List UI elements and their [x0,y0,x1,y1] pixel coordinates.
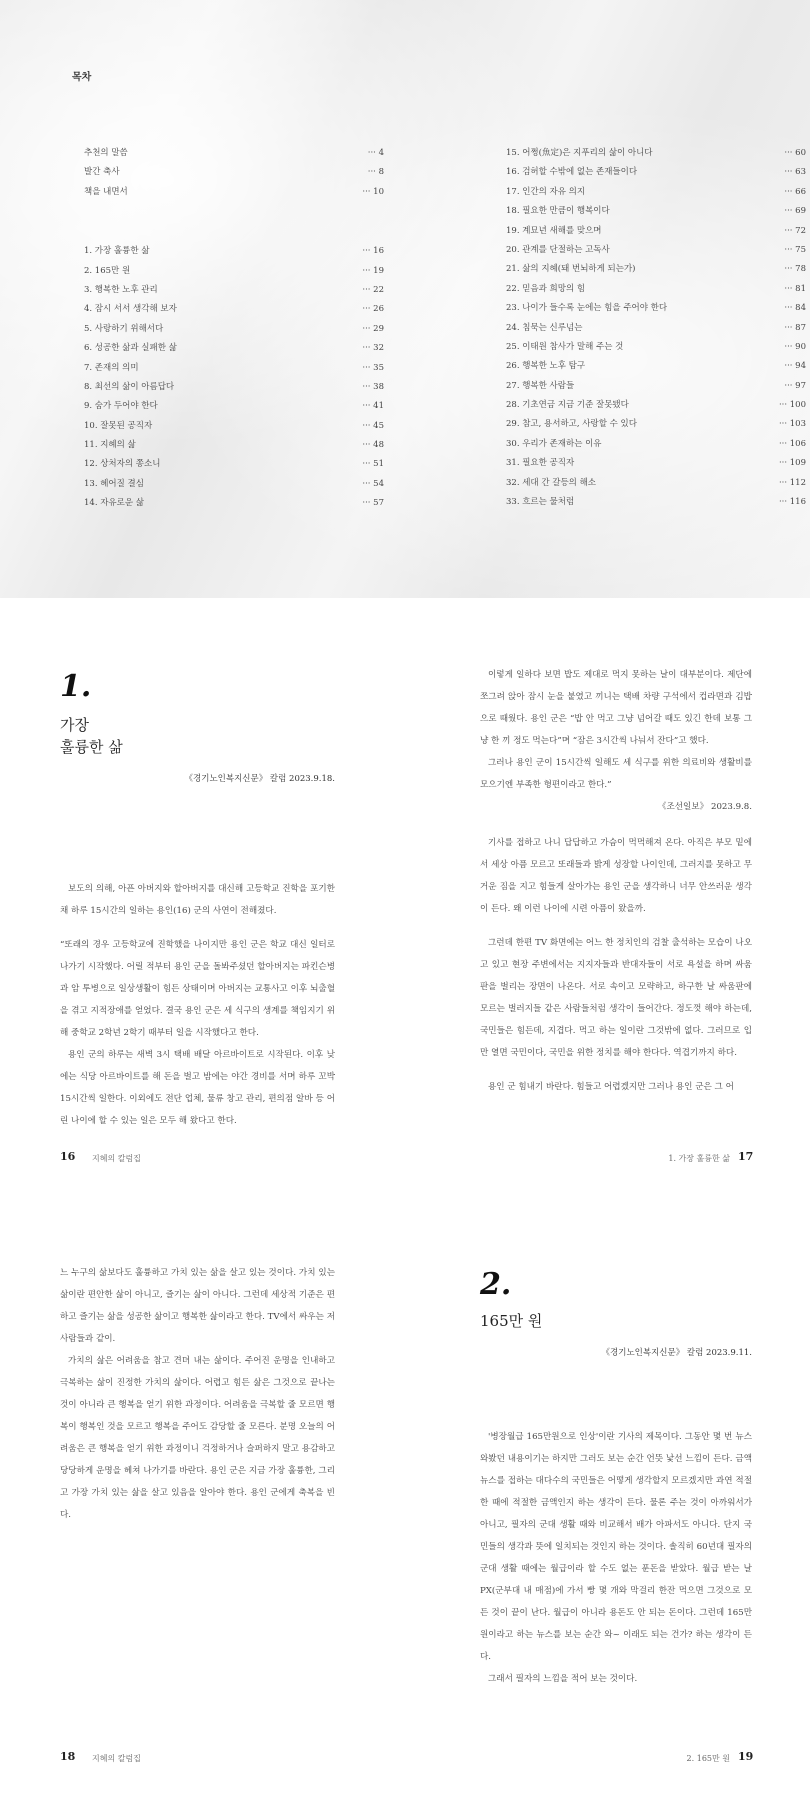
source-citation: 《조선일보》 2023.9.8. [657,802,752,812]
chapter-number: 1. [60,669,92,704]
toc-entry: 24. 침묵는 신루넘는 ··· 87 [506,322,806,333]
toc-entry: 5. 사랑하기 위해서다 ··· 29 [84,323,384,334]
running-header: 2. 165만 원 [686,1754,730,1763]
body-text-page-16 [60,878,335,1132]
toc-entry: 8. 최선의 삶이 아름답다 ··· 38 [84,381,384,392]
paragraph: “또래의 경우 고등학교에 진학했을 나이지만 용인 군은 학교 대신 일터로 나가기 시작했다. 어릴 적부터 용인 군을 돌봐주셨던 할아버지는 파킨슨병과 암 투병으로 일상생활이 힘든 상태이며 아버지는 교통사고 이후 뇌출혈을 겪고 지적장애를 얻었다. 결국 용인 군은 세 식구의 생계를 책임지기 위해 중학교 2학년 2학기 때부터 일을 시작했다고 한다. [60,940,335,1038]
toc-entry: 29. 참고, 용서하고, 사랑할 수 있다 ··· 103 [506,419,806,430]
page-number: 17 [738,1150,754,1163]
paragraph: 기사를 접하고 나니 답답하고 가슴이 먹먹해져 온다. 아직은 부모 밑에서 세상 아픔 모르고 또래들과 밝게 성장할 나이인데, 그러지를 못하고 무거운 짐을 지고 힘들게 살아가는 용인 군을 생각하니 너무 안쓰러운 생각이 든다. 왜 이런 나이에 시련 아픔이 왔을까. [480,838,752,914]
source-citation: 《경기노인복지신문》 칼럼 2023.9.11. [601,1348,752,1358]
toc-entry: 11. 지혜의 삶 ··· 48 [84,440,384,451]
chapter-title: 가장 훌륭한 삶 [60,716,123,756]
toc-entry: 7. 존재의 의미 ··· 35 [84,362,384,373]
toc-right-column [506,144,806,512]
toc-entry: 3. 행복한 노후 관리 ··· 22 [84,284,384,295]
toc-entry: 22. 믿음과 희망의 힘 ··· 81 [506,283,806,294]
chapter-number: 2. [480,1267,512,1302]
toc-entry: 27. 행복한 사람들 ··· 97 [506,380,806,391]
paragraph: 이렇게 일하다 보면 밥도 제대로 먹지 못하는 날이 대부분이다. 제단에 쪼그려 앉아 잠시 눈을 붙였고 끼니는 택배 차량 구석에서 컵라면과 김밥으로 때웠다. 용인 군은 “밥 안 먹고 그냥 넘어갈 때도 있긴 한데 보통 그냥 한 끼 정도 먹는다”며 “잠은 3시간씩 나눠서 잔다”고 했다. [480,670,752,746]
toc-entry: 10. 잘못된 공직자 ··· 45 [84,420,384,431]
toc-entry: 추천의 말씀 ··· 4 [84,148,384,158]
paragraph: 보도의 의해, 아픈 아버지와 할아버지를 대신해 고등학교 진학을 포기한 채 하루 15시간의 일하는 용인(16) 군의 사연이 전해졌다. [60,884,335,916]
paragraph: 용인 군 힘내기 바란다. 힘들고 어렵겠지만 그러나 용인 군은 그 어 [488,1082,734,1092]
toc-entry: 책을 내면서 ··· 10 [84,186,384,197]
toc-entry: 28. 기초연금 지금 기준 잘못됐다 ··· 100 [506,400,806,411]
page-number: 18 [60,1750,76,1763]
toc-entry: 14. 자유로운 삶 ··· 57 [84,498,384,509]
running-header: 지혜의 칼럼집 [92,1754,141,1763]
toc-entry: 17. 인간의 자유 의지 ··· 66 [506,186,806,197]
toc-entry: 31. 필요한 공직자 ··· 109 [506,458,806,469]
paragraph: 용인 군의 하루는 새벽 3시 택배 배달 아르바이트로 시작된다. 이후 낮에는 식당 아르바이트를 해 돈을 벌고 밤에는 야간 경비를 서며 하루 꼬박 15시간씩 일한다. 이외에도 전단 업체, 물류 창고 관리, 편의점 알바 등 어린 나이에 할 수 있는 일은 모두 해 왔다고 한다. [60,1050,335,1126]
toc-entry: 4. 잠시 서서 생각해 보자 ··· 26 [84,304,384,315]
toc-entry: 23. 나이가 들수록 눈에는 힘을 주어야 한다 ··· 84 [506,303,806,314]
toc-entry: 9. 숨가 두어야 한다 ··· 41 [84,401,384,412]
body-text-page-18 [60,1262,335,1526]
chapter-title: 165만 원 [480,1312,543,1330]
paragraph: 그러나 용인 군이 15시간씩 일해도 세 식구를 위한 의료비와 생활비를 모으기엔 부족한 형편이라고 한다.” [480,758,752,790]
toc-entry: 20. 관계를 단절하는 고독사 ··· 75 [506,244,806,255]
toc-entry: 19. 계묘년 새해를 맞으며 ··· 72 [506,225,806,236]
toc-entry: 15. 어쩡(魚定)은 지푸리의 삶이 아니다 ··· 60 [506,148,806,158]
page-number: 19 [738,1750,754,1763]
page-number: 16 [60,1150,76,1163]
paragraph: '병장월급 165만원으로 인상'이란 기사의 제목이다. 그동안 몇 번 뉴스와봤던 내용이기는 하지만 그러도 보는 순간 언뜻 낯선 느낌이 든다. 금액 뉴스를 접하는 대다수의 국민들은 어떻게 생각할지 모르겠지만 과연 적절한 때에 적절한 금액인지 하는 생각이 든다. 물론 주는 것이 아까워서가 아니고, 필자의 군대 생활 때와 비교해서 배가 아파서도 아니다. 단지 국민들의 생각과 뜻에 일치되는 것인지 하는 것이다. 솔직히 60년대 필자의 군대 생활 때에는 월급이라 할 수도 없는 푼돈을 받았다. 월급 받는 날 PX(군부대 내 매점)에 가서 빵 몇 개와 막걸리 한잔 먹으면 그것으로 모든 것이 끝이 난다. 월급이 아니라 용돈도 안 되는 돈이다. 그런데 165만 원이라고 하는 뉴스를 보는 순간 와~ 이래도 되는 건가? 하는 생각이 든다. [480,1432,752,1662]
toc-entry: 16. 검허할 수밖에 없는 존재들이다 ··· 63 [506,167,806,178]
toc-entry: 25. 이태원 참사가 말해 주는 것 ··· 90 [506,341,806,352]
paragraph: 그래서 필자의 느낌을 적어 보는 것이다. [488,1674,638,1684]
running-header: 1. 가장 훌륭한 삶 [668,1154,730,1163]
toc-entry: 18. 필요한 만큼이 행복이다 ··· 69 [506,206,806,217]
toc-entry: 2. 165만 원 ··· 19 [84,265,384,276]
toc-entry: 6. 성공한 삶과 실패한 삶 ··· 32 [84,343,384,354]
toc-entry: 33. 흐르는 물처럼 ··· 116 [506,497,806,508]
toc-entry: 32. 세대 간 갈등의 해소 ··· 112 [506,477,806,488]
paragraph: 가치의 삶은 어려움을 참고 견뎌 내는 삶이다. 주어진 운명을 인내하고 극복하는 삶이 진정한 가치의 삶이다. 어렵고 힘든 삶은 그것으로 끝나는 것이 아니라 큰 행복을 얻기 위한 과정이다. 어려움을 극복할 줄 모르면 행복이 행복인 것을 모르고 행복을 주어도 감당할 줄 모른다. 분명 오늘의 어려움은 큰 행복을 얻기 위한 과정이니 걱정하거나 슬퍼하지 말고 용감하고 당당하게 운명을 헤쳐 나가기를 바란다. 용인 군은 지금 가장 훌륭한, 그리고 가장 가치 있는 삶을 살고 있음을 알아야 한다. 용인 군에게 축복을 빈다. [60,1356,335,1520]
toc-entry: 30. 우리가 존재하는 이유 ··· 106 [506,438,806,449]
toc-page [0,0,810,598]
paragraph: 그런데 한편 TV 화면에는 어느 한 정치인의 검찰 출석하는 모습이 나오고 있고 현장 주변에서는 지지자들과 반대자들이 서로 욕설을 하며 싸움판을 벌리는 장면이 나온다. 서로 속이고 모략하고, 하구한 날 싸움판에 모르는 벌러지들 같은 사람들처럼 생각이 들어간다. 정도껏 해야 하는데, 국민들은 힘든데, 지겹다. 먹고 하는 일이란 그것밖에 없다. 그러므로 입만 열면 국민이다, 국민을 위한 정치를 해야 한다다. 역겹기까지 하다. [480,938,752,1058]
toc-entry: 26. 행복한 노후 탐구 ··· 94 [506,361,806,372]
toc-entry: 발간 축사 ··· 8 [84,167,384,178]
body-text-page-17 [480,664,752,1098]
toc-entry: 1. 가장 훌륭한 삶 ··· 16 [84,246,384,257]
running-header: 지혜의 칼럼집 [92,1154,141,1163]
paragraph: 느 누구의 삶보다도 훌륭하고 가치 있는 삶을 살고 있는 것이다. 가치 있는 삶이란 편안한 삶이 아니고, 즐기는 삶이 아니다. 그런데 세상적 기준은 편하고 즐기는 삶을 성공한 삶이고 행복한 삶이라고 한다. TV에서 싸우는 저 사람들과 같이. [60,1268,335,1344]
toc-title: 목차 [72,72,92,83]
toc-entry: 12. 상처자의 쫑소니 ··· 51 [84,459,384,470]
toc-entry: 21. 삶의 지혜(돼 번뇌하게 되는가) ··· 78 [506,264,806,275]
body-text-page-19 [480,1426,752,1690]
source-citation: 《경기노인복지신문》 칼럼 2023.9.18. [184,774,335,784]
toc-entry: 13. 헤어질 결심 ··· 54 [84,478,384,489]
toc-left-column [84,144,384,514]
